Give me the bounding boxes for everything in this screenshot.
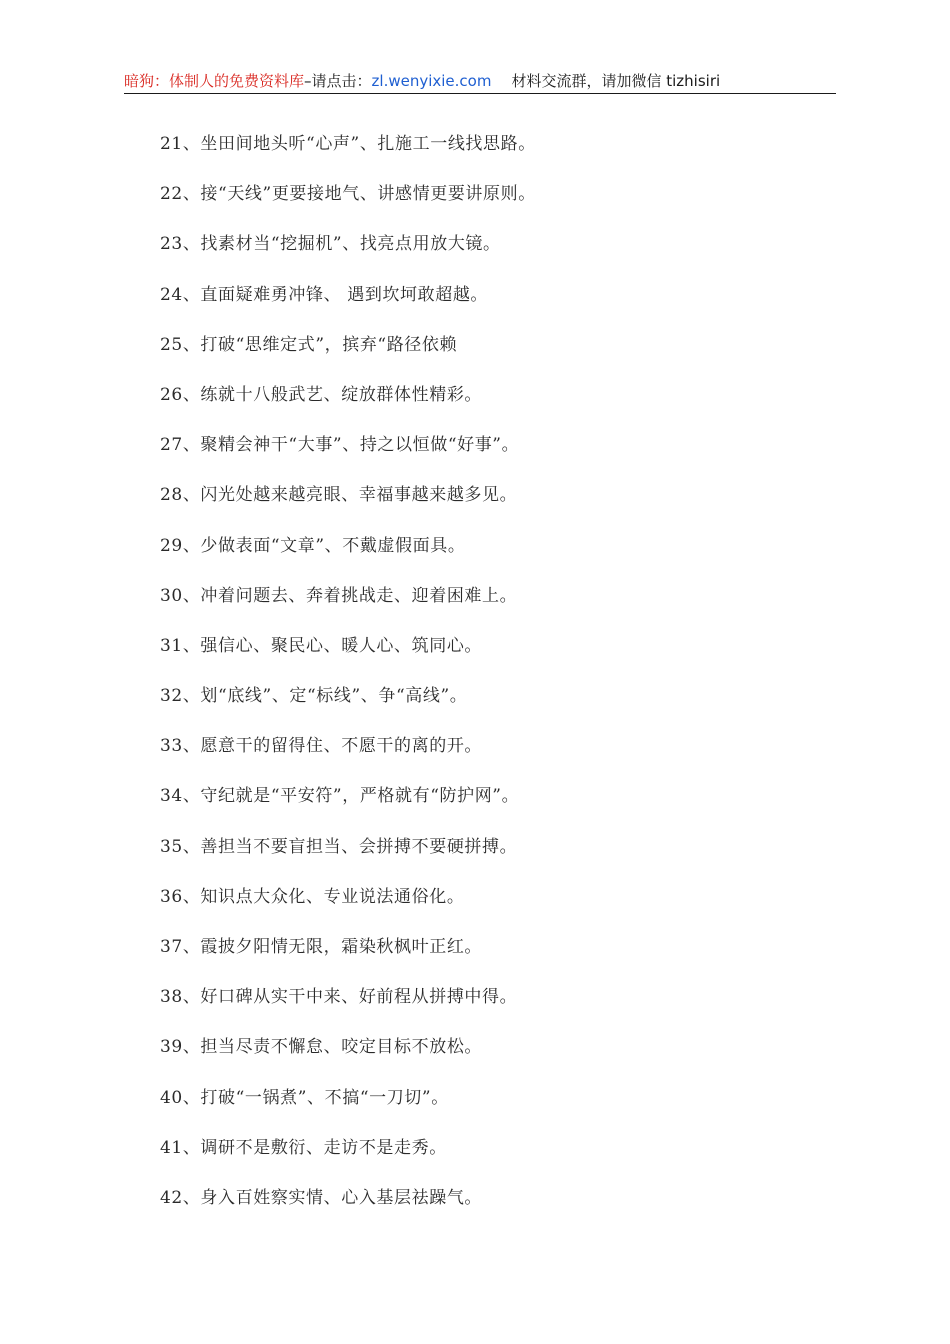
- list-item: 25、打破“思维定式”，摈弃“路径依赖: [160, 334, 458, 355]
- header-prompt: –请点击：: [304, 72, 372, 90]
- list-item: 41、调研不是敷衍、走访不是走秀。: [160, 1137, 447, 1158]
- list-item: 24、直面疑难勇冲锋、 遇到坎坷敢超越。: [160, 284, 489, 305]
- list-item: 23、找素材当“挖掘机”、找亮点用放大镜。: [160, 234, 501, 255]
- list-item: 22、接“天线”更要接地气、讲感情更要讲原则。: [160, 184, 536, 205]
- header-brand: 暗狗：体制人的免费资料库: [124, 72, 305, 90]
- list-item: 28、闪光处越来越亮眼、幸福事越来越多见。: [160, 485, 518, 506]
- list-item: 36、知识点大众化、专业说法通俗化。: [160, 886, 465, 907]
- list-item: 26、练就十八般武艺、绽放群体性精彩。: [160, 384, 483, 405]
- list-item: 29、少做表面“文章”、不戴虚假面具。: [160, 535, 466, 556]
- header-divider: [124, 93, 836, 94]
- list-item: 39、担当尽责不懈怠、咬定目标不放松。: [160, 1037, 483, 1058]
- list-item: 37、霞披夕阳情无限，霜染秋枫叶正红。: [160, 937, 483, 957]
- header-link[interactable]: zl.wenyixie.com: [371, 72, 492, 90]
- list-item: 35、善担当不要盲担当、会拼搏不要硬拼搏。: [160, 836, 518, 857]
- list-item: 30、冲着问题去、奔着挑战走、迎着困难上。: [160, 585, 518, 606]
- list-item: 21、坐田间地头听“心声”、扎施工一线找思路。: [160, 134, 536, 154]
- list-item: 31、强信心、聚民心、暖人心、筑同心。: [160, 635, 483, 656]
- list-item: 38、好口碑从实干中来、好前程从拼搏中得。: [160, 987, 518, 1008]
- list-item: 42、身入百姓察实情、心入基层祛躁气。: [160, 1187, 483, 1208]
- page-header: [124, 70, 836, 92]
- phrase-list: [160, 131, 840, 1235]
- header-group-info: 材料交流群，请加微信 tizhisiri: [511, 72, 721, 90]
- list-item: 32、划“底线”、定“标线”、争“高线”。: [160, 686, 468, 707]
- list-item: 34、守纪就是“平安符”，严格就有“防护网”。: [160, 786, 520, 807]
- list-item: 27、聚精会神干“大事”、持之以恒做“好事”。: [160, 435, 520, 456]
- list-item: 33、愿意干的留得住、不愿干的离的开。: [160, 736, 483, 757]
- list-item: 40、打破“一锅煮”、不搞“一刀切”。: [160, 1087, 449, 1108]
